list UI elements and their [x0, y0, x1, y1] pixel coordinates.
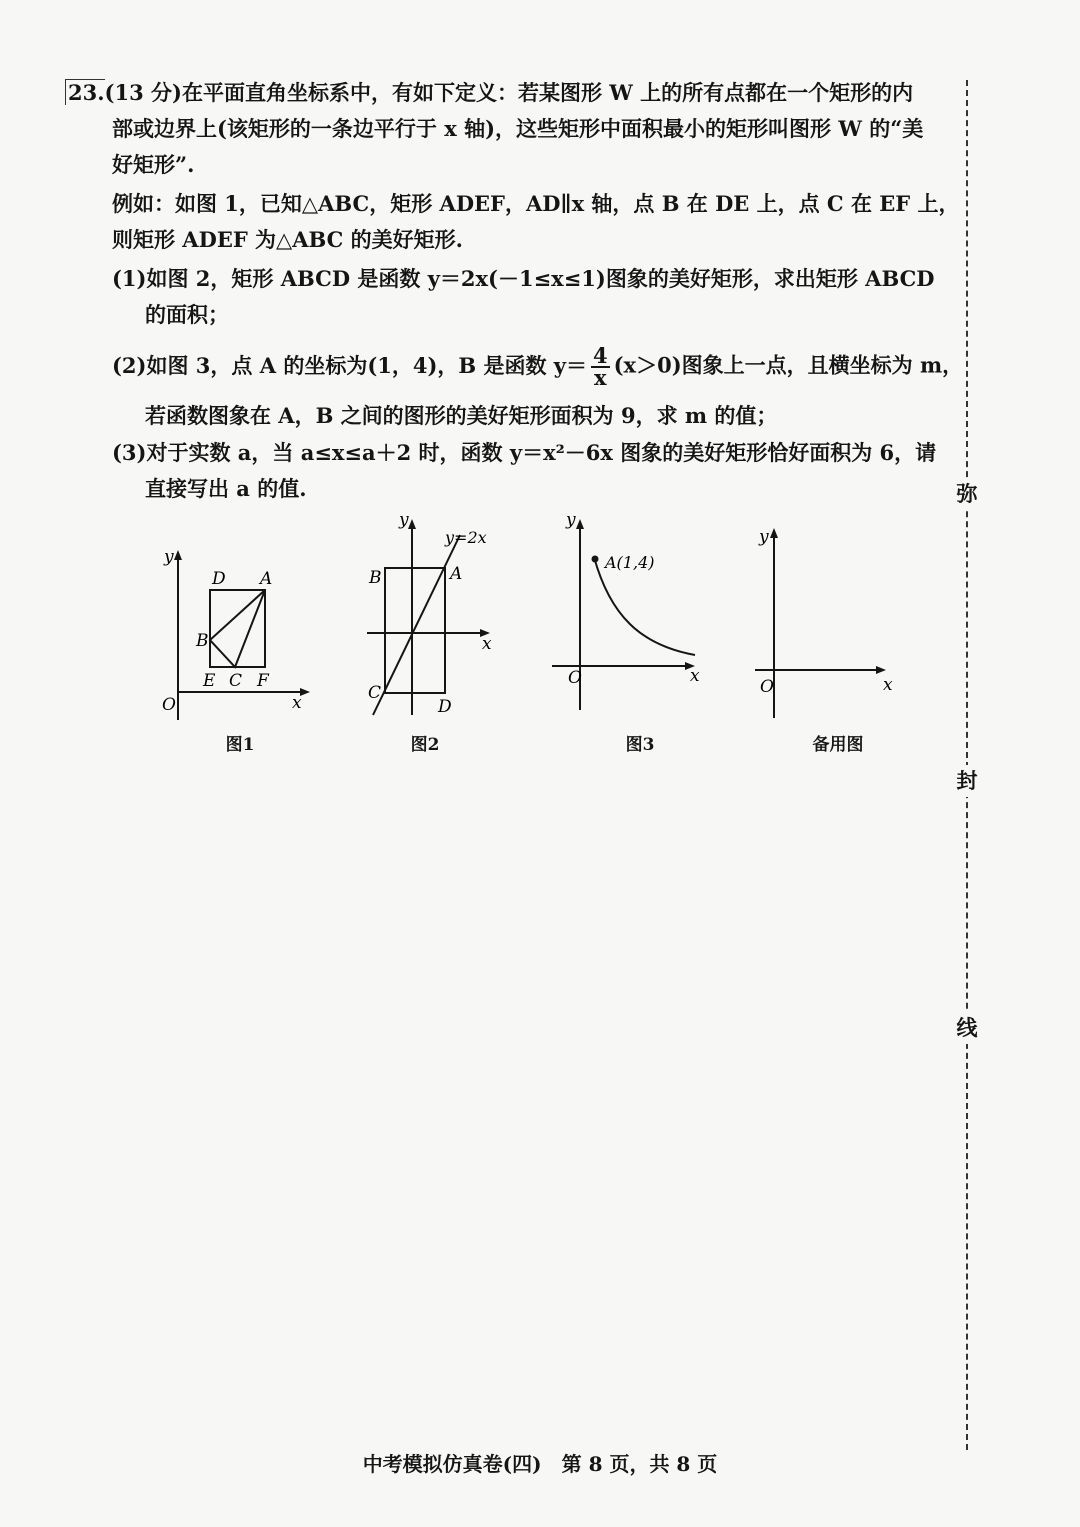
fig3-caption: 图3: [625, 735, 655, 755]
figure-backup: [750, 520, 900, 725]
fig1-label-b: B: [196, 631, 209, 651]
fig2-line-label: y=2x: [445, 528, 487, 547]
question-line-3: 好矩形”.: [112, 152, 195, 177]
part1-line-1: (1)如图 2，矩形 ABCD 是函数 y＝2x(－1≤x≤1)图象的美好矩形，求出矩形 ABCD: [112, 266, 935, 291]
binding-char-xian: 线: [952, 1012, 982, 1044]
page-footer: 中考模拟仿真卷(四) 第 8 页，共 8 页: [362, 1452, 718, 1476]
fig2-y-label: y: [399, 510, 409, 530]
fig2-label-b: B: [369, 568, 382, 588]
fig4-y-label: y: [759, 527, 769, 547]
part2-line-1: (2)如图 3，点 A 的坐标为(1，4)，B 是函数 y＝ $\frac{4}{x}$ (x＞0)图象上一点，且横坐标为 m，: [112, 343, 964, 390]
question-number: 23.: [65, 79, 105, 105]
fig2-label-c: C: [368, 683, 382, 703]
fig1-label-d: D: [212, 569, 226, 589]
part2-line-2: 若函数图象在 A，B 之间的图形的美好矩形面积为 9，求 m 的值；: [145, 403, 778, 428]
fig4-origin-label: O: [760, 677, 774, 697]
part3-line-2: 直接写出 a 的值.: [145, 476, 307, 501]
fig3-point-label: A(1,4): [605, 553, 655, 572]
binding-char-mi: 弥: [952, 478, 982, 510]
fig2-x-label: x: [482, 634, 492, 654]
figure-1: [150, 540, 320, 725]
fig3-origin-label: O: [568, 668, 582, 688]
question-line-2: 部或边界上(该矩形的一条边平行于 x 轴)，这些矩形中面积最小的矩形叫图形 W 的“美: [112, 116, 924, 141]
fig1-label-c: C: [229, 671, 243, 691]
fig2-caption: 图2: [410, 735, 440, 755]
question-line-1: 23.(13 分)在平面直角坐标系中，有如下定义：若某图形 W 上的所有点都在一个矩形的内: [65, 75, 950, 111]
fig1-origin-label: O: [162, 695, 176, 715]
example-line-2: 则矩形 ADEF 为△ABC 的美好矩形.: [112, 227, 463, 252]
binding-char-feng: 封: [952, 765, 982, 797]
fig1-label-a: A: [260, 569, 273, 589]
fig3-y-label: y: [566, 510, 576, 530]
fig1-label-e: E: [203, 671, 216, 691]
fig2-label-a: A: [450, 564, 463, 584]
fraction-4-over-x: $\frac{4}{x}$: [593, 343, 608, 390]
fig4-caption: 备用图: [812, 735, 864, 755]
fig1-y-label: y: [164, 547, 174, 567]
part3-line-1: (3)对于实数 a，当 a≤x≤a＋2 时，函数 y＝x²－6x 图象的美好矩形恰好面积为 6，请: [112, 440, 937, 465]
fig1-label-f: F: [257, 671, 269, 691]
fig3-x-label: x: [690, 666, 700, 686]
fig2-label-d: D: [438, 697, 452, 717]
example-line-1: 例如：如图 1，已知△ABC，矩形 ADEF，AD∥x 轴，点 B 在 DE 上，点 C 在 EF 上，: [112, 191, 960, 216]
part1-line-2: 的面积；: [145, 302, 229, 327]
figure-2: [355, 505, 505, 720]
figure-3: [550, 505, 710, 715]
fig1-caption: 图1: [225, 735, 255, 755]
fig1-x-label: x: [292, 693, 302, 713]
fig4-x-label: x: [883, 675, 893, 695]
